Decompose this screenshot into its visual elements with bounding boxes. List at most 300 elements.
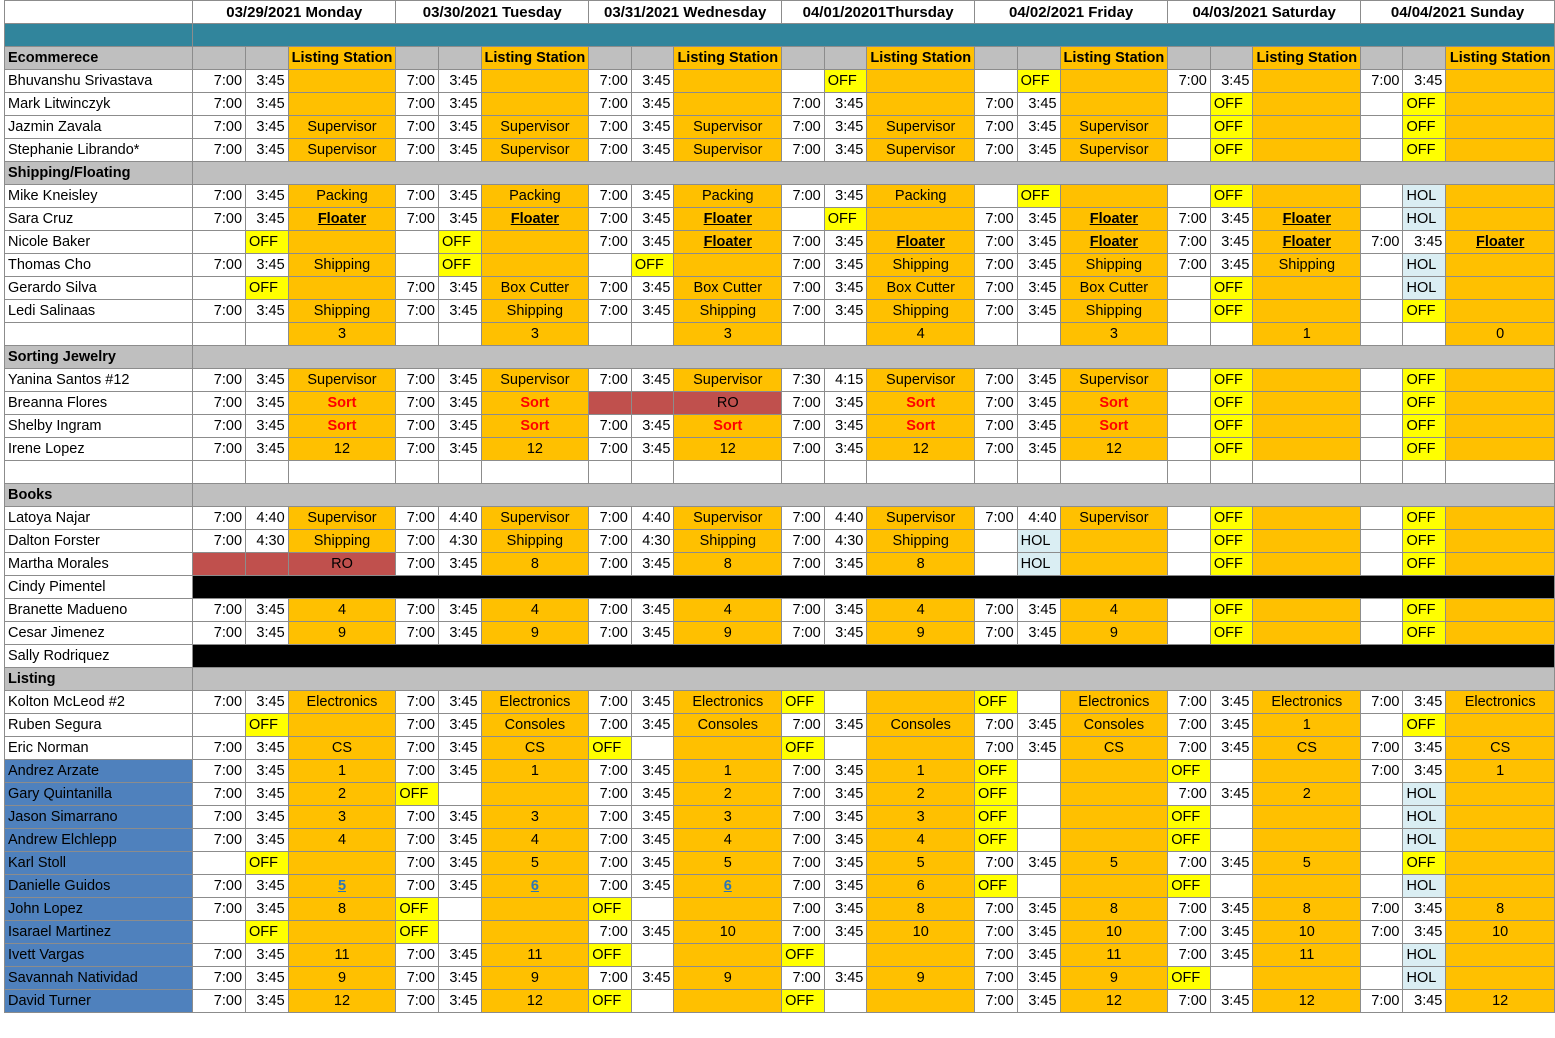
end-time[interactable] — [631, 990, 674, 1013]
start-time[interactable]: 7:00 — [1361, 70, 1403, 93]
start-time[interactable]: 7:00 — [782, 415, 825, 438]
blank-cell[interactable] — [481, 461, 589, 484]
start-time[interactable]: 7:00 — [589, 553, 632, 576]
day-header[interactable]: 03/29/2021 Monday — [193, 1, 396, 24]
start-time[interactable]: 7:00 — [975, 599, 1018, 622]
start-time[interactable]: 7:00 — [589, 967, 632, 990]
start-time[interactable]: OFF — [1168, 760, 1211, 783]
end-time[interactable]: 3:45 — [1210, 714, 1253, 737]
end-time[interactable]: 3:45 — [824, 277, 867, 300]
end-time[interactable]: 3:45 — [824, 185, 867, 208]
start-time[interactable]: 7:00 — [589, 530, 632, 553]
end-time[interactable]: 3:45 — [1017, 415, 1060, 438]
end-time[interactable]: 3:45 — [438, 139, 481, 162]
end-time[interactable]: 3:45 — [1210, 691, 1253, 714]
end-time[interactable]: 3:45 — [1210, 783, 1253, 806]
end-time[interactable]: 3:45 — [631, 415, 674, 438]
end-time[interactable]: 3:45 — [1017, 737, 1060, 760]
end-time[interactable]: OFF — [1210, 622, 1253, 645]
end-time[interactable]: OFF — [1210, 300, 1253, 323]
start-time[interactable]: 7:00 — [1361, 760, 1403, 783]
end-time[interactable]: OFF — [1403, 139, 1446, 162]
start-time[interactable]: 7:00 — [193, 116, 246, 139]
start-time[interactable] — [1361, 369, 1403, 392]
end-time[interactable]: OFF — [1403, 553, 1446, 576]
blank-cell[interactable] — [288, 461, 396, 484]
assignment[interactable] — [288, 852, 396, 875]
start-time[interactable]: 7:00 — [193, 392, 246, 415]
assignment[interactable] — [288, 277, 396, 300]
end-time[interactable]: 3:45 — [631, 875, 674, 898]
start-time[interactable]: OFF — [975, 760, 1018, 783]
end-time[interactable]: 3:45 — [1210, 921, 1253, 944]
section-fill[interactable] — [193, 484, 1555, 507]
assignment[interactable]: 12 — [1446, 990, 1555, 1013]
start-time[interactable] — [193, 231, 246, 254]
assignment[interactable]: Floater — [674, 208, 782, 231]
assignment[interactable]: Electronics — [481, 691, 589, 714]
start-time[interactable]: 7:00 — [396, 829, 439, 852]
start-time[interactable]: 7:00 — [975, 852, 1018, 875]
start-time[interactable]: OFF — [589, 898, 632, 921]
employee-name[interactable]: Ivett Vargas — [5, 944, 193, 967]
start-time[interactable]: 7:00 — [396, 392, 439, 415]
assignment[interactable] — [867, 208, 975, 231]
station-count[interactable]: 0 — [1446, 323, 1555, 346]
start-time[interactable]: 7:00 — [396, 208, 439, 231]
blank-cell[interactable] — [975, 47, 1018, 70]
employee-name[interactable]: Irene Lopez — [5, 438, 193, 461]
start-time[interactable]: 7:00 — [1361, 898, 1403, 921]
start-time[interactable] — [1361, 875, 1403, 898]
end-time[interactable]: OFF — [438, 254, 481, 277]
start-time[interactable]: OFF — [782, 990, 825, 1013]
assignment[interactable]: 11 — [481, 944, 589, 967]
section-label[interactable]: Listing — [5, 668, 193, 691]
assignment[interactable]: Floater — [1253, 231, 1361, 254]
end-time[interactable]: 3:45 — [246, 760, 289, 783]
assignment[interactable]: Supervisor — [674, 116, 782, 139]
start-time[interactable]: 7:00 — [396, 852, 439, 875]
start-time[interactable]: 7:00 — [1168, 231, 1211, 254]
assignment[interactable] — [1253, 599, 1361, 622]
end-time[interactable]: 3:45 — [246, 392, 289, 415]
start-time[interactable]: 7:00 — [396, 300, 439, 323]
assignment[interactable]: Box Cutter — [481, 277, 589, 300]
start-time[interactable] — [1361, 553, 1403, 576]
end-time[interactable]: 3:45 — [631, 553, 674, 576]
end-time[interactable]: 3:45 — [438, 852, 481, 875]
employee-name[interactable]: Martha Morales — [5, 553, 193, 576]
assignment[interactable]: 12 — [481, 990, 589, 1013]
assignment[interactable]: 5 — [1060, 852, 1168, 875]
start-time[interactable]: 7:00 — [975, 737, 1018, 760]
start-time[interactable]: 7:00 — [589, 829, 632, 852]
start-time[interactable]: 7:00 — [1168, 852, 1211, 875]
assignment[interactable]: Shipping — [867, 530, 975, 553]
end-time[interactable]: 3:45 — [1403, 737, 1446, 760]
start-time[interactable]: 7:00 — [193, 93, 246, 116]
start-time[interactable]: 7:00 — [396, 507, 439, 530]
end-time[interactable]: OFF — [1403, 300, 1446, 323]
employee-name[interactable]: Stephanie Librando* — [5, 139, 193, 162]
assignment[interactable] — [1446, 208, 1555, 231]
assignment[interactable]: Shipping — [481, 300, 589, 323]
assignment[interactable]: Floater — [288, 208, 396, 231]
assignment[interactable]: 4 — [481, 829, 589, 852]
start-time[interactable] — [1361, 93, 1403, 116]
end-time[interactable]: OFF — [1403, 599, 1446, 622]
employee-name[interactable]: Isarael Martinez — [5, 921, 193, 944]
assignment[interactable]: Shipping — [288, 300, 396, 323]
end-time[interactable]: 3:45 — [631, 852, 674, 875]
assignment[interactable] — [1253, 967, 1361, 990]
assignment[interactable] — [674, 898, 782, 921]
station-count[interactable]: 3 — [674, 323, 782, 346]
assignment[interactable]: Supervisor — [288, 507, 396, 530]
blank-cell[interactable] — [674, 461, 782, 484]
start-time[interactable]: 7:00 — [975, 139, 1018, 162]
start-time[interactable]: 7:00 — [589, 622, 632, 645]
assignment[interactable] — [481, 70, 589, 93]
assignment[interactable]: Supervisor — [481, 369, 589, 392]
end-time[interactable]: 3:45 — [824, 254, 867, 277]
assignment[interactable]: Floater — [1446, 231, 1555, 254]
start-time[interactable]: OFF — [975, 806, 1018, 829]
employee-name[interactable]: Nicole Baker — [5, 231, 193, 254]
assignment[interactable]: 12 — [674, 438, 782, 461]
end-time[interactable]: 3:45 — [1017, 852, 1060, 875]
start-time[interactable]: 7:00 — [975, 967, 1018, 990]
station-count[interactable]: 3 — [1060, 323, 1168, 346]
start-time[interactable]: 7:00 — [782, 599, 825, 622]
section-label[interactable]: Books — [5, 484, 193, 507]
start-time[interactable]: 7:00 — [589, 714, 632, 737]
assignment[interactable]: RO — [288, 553, 396, 576]
assignment[interactable]: Floater — [1060, 231, 1168, 254]
start-time[interactable] — [1361, 944, 1403, 967]
blank-cell[interactable] — [396, 47, 439, 70]
end-time[interactable]: 3:45 — [246, 300, 289, 323]
start-time[interactable]: 7:00 — [782, 231, 825, 254]
start-time[interactable]: 7:00 — [589, 806, 632, 829]
employee-name[interactable]: Eric Norman — [5, 737, 193, 760]
employee-name[interactable]: David Turner — [5, 990, 193, 1013]
start-time[interactable]: 7:00 — [193, 300, 246, 323]
end-time[interactable]: 3:45 — [438, 438, 481, 461]
blank-cell[interactable] — [1168, 323, 1211, 346]
end-time[interactable]: OFF — [1210, 553, 1253, 576]
end-time[interactable]: 3:45 — [246, 70, 289, 93]
end-time[interactable]: 3:45 — [246, 737, 289, 760]
end-time[interactable]: 3:45 — [438, 875, 481, 898]
end-time[interactable]: 3:45 — [1403, 691, 1446, 714]
blank-cell[interactable] — [1060, 461, 1168, 484]
assignment[interactable]: Supervisor — [1060, 369, 1168, 392]
blank-cell[interactable] — [589, 323, 632, 346]
end-time[interactable]: 3:45 — [438, 714, 481, 737]
end-time[interactable]: 3:45 — [1017, 714, 1060, 737]
assignment[interactable]: 8 — [867, 553, 975, 576]
end-time[interactable]: OFF — [438, 231, 481, 254]
end-time[interactable] — [1017, 783, 1060, 806]
start-time[interactable]: 7:00 — [782, 392, 825, 415]
end-time[interactable]: 4:40 — [438, 507, 481, 530]
assignment[interactable] — [1060, 70, 1168, 93]
start-time[interactable]: 7:00 — [589, 70, 632, 93]
start-time[interactable]: 7:00 — [193, 254, 246, 277]
start-time[interactable]: 7:00 — [975, 990, 1018, 1013]
start-time[interactable]: 7:00 — [193, 369, 246, 392]
start-time[interactable] — [1168, 93, 1211, 116]
start-time[interactable]: 7:00 — [589, 277, 632, 300]
end-time[interactable]: 3:45 — [438, 691, 481, 714]
end-time[interactable]: 3:45 — [246, 438, 289, 461]
end-time[interactable]: 3:45 — [631, 622, 674, 645]
assignment[interactable]: Packing — [288, 185, 396, 208]
employee-name[interactable]: Bhuvanshu Srivastava — [5, 70, 193, 93]
end-time[interactable]: 4:40 — [631, 507, 674, 530]
end-time[interactable]: 3:45 — [438, 392, 481, 415]
assignment[interactable]: Shipping — [867, 254, 975, 277]
blank-cell[interactable] — [1210, 47, 1253, 70]
assignment[interactable] — [288, 70, 396, 93]
end-time[interactable]: 3:45 — [1210, 990, 1253, 1013]
end-time[interactable]: OFF — [1017, 185, 1060, 208]
assignment[interactable]: Shipping — [867, 300, 975, 323]
assignment[interactable] — [674, 990, 782, 1013]
assignment[interactable] — [1446, 944, 1555, 967]
start-time[interactable] — [1361, 599, 1403, 622]
end-time[interactable]: 4:30 — [246, 530, 289, 553]
assignment[interactable]: Supervisor — [867, 507, 975, 530]
start-time[interactable]: 7:00 — [193, 829, 246, 852]
end-time[interactable]: OFF — [1210, 116, 1253, 139]
end-time[interactable]: 3:45 — [246, 944, 289, 967]
assignment-header[interactable]: Listing Station — [1060, 47, 1168, 70]
end-time[interactable]: 3:45 — [438, 829, 481, 852]
assignment[interactable]: 8 — [481, 553, 589, 576]
end-time[interactable]: 3:45 — [824, 392, 867, 415]
assignment[interactable] — [1253, 507, 1361, 530]
assignment[interactable]: CS — [481, 737, 589, 760]
end-time[interactable]: 4:30 — [438, 530, 481, 553]
assignment[interactable] — [1060, 875, 1168, 898]
end-time[interactable]: OFF — [1403, 852, 1446, 875]
end-time[interactable] — [824, 691, 867, 714]
start-time[interactable]: 7:00 — [396, 691, 439, 714]
start-time[interactable]: OFF — [589, 737, 632, 760]
assignment[interactable]: CS — [1253, 737, 1361, 760]
blank-cell[interactable] — [1017, 323, 1060, 346]
assignment[interactable]: 12 — [481, 438, 589, 461]
end-time[interactable]: 3:45 — [1210, 898, 1253, 921]
blank-cell[interactable] — [631, 47, 674, 70]
start-time[interactable]: 7:00 — [975, 438, 1018, 461]
assignment[interactable] — [288, 921, 396, 944]
blank-cell[interactable] — [396, 461, 439, 484]
assignment[interactable]: 10 — [1253, 921, 1361, 944]
assignment[interactable]: Sort — [1060, 415, 1168, 438]
end-time[interactable]: 3:45 — [824, 438, 867, 461]
end-time[interactable]: 3:45 — [438, 990, 481, 1013]
start-time[interactable]: 7:00 — [1361, 231, 1403, 254]
blank-cell[interactable] — [1361, 323, 1403, 346]
assignment[interactable]: Supervisor — [867, 369, 975, 392]
assignment[interactable]: 8 — [1253, 898, 1361, 921]
assignment[interactable] — [1060, 760, 1168, 783]
end-time[interactable]: OFF — [631, 254, 674, 277]
end-time[interactable]: 3:45 — [824, 829, 867, 852]
assignment[interactable] — [481, 93, 589, 116]
start-time[interactable]: 7:00 — [193, 208, 246, 231]
end-time[interactable]: 3:45 — [1017, 921, 1060, 944]
end-time[interactable]: HOL — [1403, 806, 1446, 829]
assignment[interactable] — [1253, 415, 1361, 438]
assignment[interactable] — [1446, 599, 1555, 622]
end-time[interactable]: 3:45 — [438, 185, 481, 208]
assignment[interactable] — [1446, 93, 1555, 116]
start-time[interactable] — [193, 852, 246, 875]
end-time[interactable]: 3:45 — [438, 553, 481, 576]
end-time[interactable]: OFF — [1210, 507, 1253, 530]
end-time[interactable]: 3:45 — [1017, 622, 1060, 645]
assignment[interactable] — [1253, 300, 1361, 323]
blank-cell[interactable] — [631, 323, 674, 346]
start-time[interactable]: 7:00 — [193, 507, 246, 530]
start-time[interactable]: 7:00 — [975, 254, 1018, 277]
end-time[interactable]: 3:45 — [438, 369, 481, 392]
end-time[interactable]: 3:45 — [438, 116, 481, 139]
end-time[interactable]: OFF — [1403, 116, 1446, 139]
start-time[interactable]: 7:00 — [396, 737, 439, 760]
start-time[interactable]: OFF — [975, 691, 1018, 714]
assignment[interactable]: Supervisor — [481, 116, 589, 139]
end-time[interactable]: OFF — [1210, 415, 1253, 438]
assignment[interactable]: 2 — [867, 783, 975, 806]
end-time[interactable]: OFF — [824, 70, 867, 93]
assignment[interactable]: 9 — [1060, 967, 1168, 990]
assignment[interactable] — [1253, 369, 1361, 392]
end-time[interactable]: 3:45 — [246, 208, 289, 231]
employee-name[interactable]: Jason Simarrano — [5, 806, 193, 829]
assignment[interactable] — [1253, 530, 1361, 553]
end-time[interactable]: 3:45 — [438, 93, 481, 116]
end-time[interactable] — [631, 898, 674, 921]
employee-name[interactable]: Sally Rodriquez — [5, 645, 193, 668]
start-time[interactable]: 7:00 — [396, 93, 439, 116]
start-time[interactable]: 7:00 — [193, 599, 246, 622]
end-time[interactable]: OFF — [1210, 530, 1253, 553]
start-time[interactable]: OFF — [1168, 875, 1211, 898]
start-time[interactable]: 7:00 — [782, 277, 825, 300]
end-time[interactable]: 3:45 — [631, 806, 674, 829]
assignment[interactable]: 9 — [481, 967, 589, 990]
start-time[interactable]: 7:00 — [1168, 691, 1211, 714]
assignment[interactable]: 5 — [867, 852, 975, 875]
end-time[interactable]: 4:30 — [824, 530, 867, 553]
start-time[interactable]: 7:00 — [589, 783, 632, 806]
blank-cell[interactable] — [5, 461, 193, 484]
end-time[interactable] — [1210, 875, 1253, 898]
assignment[interactable] — [288, 93, 396, 116]
assignment[interactable]: 1 — [288, 760, 396, 783]
assignment[interactable]: 11 — [1253, 944, 1361, 967]
start-time[interactable]: 7:00 — [975, 714, 1018, 737]
start-time[interactable]: 7:00 — [193, 990, 246, 1013]
assignment[interactable] — [867, 70, 975, 93]
assignment[interactable]: Shipping — [288, 530, 396, 553]
assignment[interactable] — [1060, 829, 1168, 852]
blank-cell[interactable] — [1017, 461, 1060, 484]
assignment[interactable] — [1253, 438, 1361, 461]
start-time[interactable] — [975, 70, 1018, 93]
employee-name[interactable]: Gerardo Silva — [5, 277, 193, 300]
end-time[interactable]: OFF — [1403, 438, 1446, 461]
day-header[interactable]: 04/02/2021 Friday — [975, 1, 1168, 24]
end-time[interactable]: 3:45 — [1403, 70, 1446, 93]
end-time[interactable]: 3:45 — [246, 599, 289, 622]
start-time[interactable]: 7:00 — [1361, 921, 1403, 944]
end-time[interactable]: HOL — [1403, 185, 1446, 208]
end-time[interactable]: 3:45 — [1210, 944, 1253, 967]
employee-name[interactable]: Branette Madueno — [5, 599, 193, 622]
end-time[interactable]: 3:45 — [824, 898, 867, 921]
start-time[interactable]: 7:00 — [396, 415, 439, 438]
assignment[interactable] — [1253, 622, 1361, 645]
day-header[interactable]: 04/04/2021 Sunday — [1361, 1, 1555, 24]
start-time[interactable] — [975, 185, 1018, 208]
end-time[interactable]: 3:45 — [438, 622, 481, 645]
start-time[interactable]: 7:00 — [1361, 990, 1403, 1013]
start-time[interactable]: 7:00 — [1168, 70, 1211, 93]
end-time[interactable] — [824, 737, 867, 760]
start-time[interactable]: 7:00 — [1168, 208, 1211, 231]
assignment[interactable]: 9 — [867, 622, 975, 645]
assignment[interactable] — [1060, 530, 1168, 553]
employee-name[interactable]: Andrez Arzate — [5, 760, 193, 783]
start-time[interactable]: 7:00 — [589, 438, 632, 461]
start-time[interactable]: 7:00 — [782, 300, 825, 323]
start-time[interactable]: 7:00 — [396, 714, 439, 737]
assignment[interactable] — [867, 990, 975, 1013]
end-time[interactable]: OFF — [246, 231, 289, 254]
end-time[interactable]: 3:45 — [1017, 898, 1060, 921]
blank-cell[interactable] — [782, 47, 825, 70]
assignment[interactable]: 3 — [674, 806, 782, 829]
end-time[interactable]: HOL — [1403, 254, 1446, 277]
assignment[interactable] — [867, 737, 975, 760]
start-time[interactable]: 7:00 — [1168, 783, 1211, 806]
end-time[interactable]: 3:45 — [1403, 921, 1446, 944]
employee-name[interactable]: Kolton McLeod #2 — [5, 691, 193, 714]
assignment[interactable]: 4 — [481, 599, 589, 622]
day-header[interactable]: 04/03/2021 Saturday — [1168, 1, 1361, 24]
start-time[interactable]: 7:00 — [396, 438, 439, 461]
blank-cell[interactable] — [824, 47, 867, 70]
start-time[interactable]: 7:00 — [782, 116, 825, 139]
assignment[interactable] — [1446, 530, 1555, 553]
end-time[interactable]: 3:45 — [246, 783, 289, 806]
blank-cell[interactable] — [975, 461, 1018, 484]
assignment[interactable]: 8 — [288, 898, 396, 921]
end-time[interactable]: OFF — [246, 277, 289, 300]
assignment-header[interactable]: Listing Station — [1446, 47, 1555, 70]
end-time[interactable] — [1017, 691, 1060, 714]
end-time[interactable]: 3:45 — [824, 139, 867, 162]
assignment[interactable]: Shipping — [1060, 300, 1168, 323]
blank-cell[interactable] — [824, 461, 867, 484]
